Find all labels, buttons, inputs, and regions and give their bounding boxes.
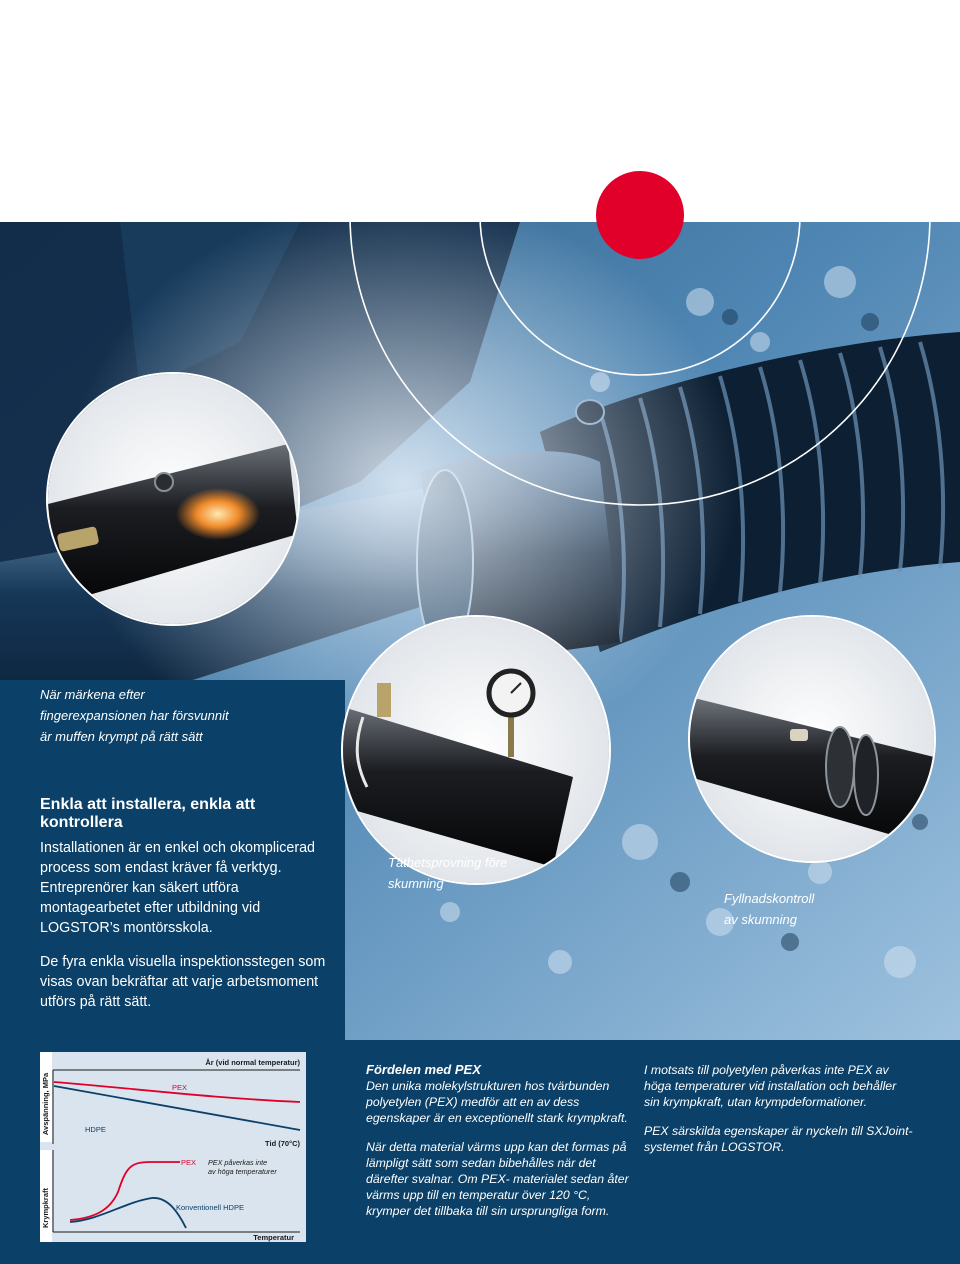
pex-column-right (644, 1062, 914, 1168)
top-xlabel: Tid (70°C) (265, 1139, 300, 1148)
pex-paragraph-3: I motsats till polyetylen påverkas inte PEX av höga temperaturer vid installation och behåller sin krympkraft, utan krympdeformationer. (644, 1063, 897, 1109)
caption-pressure-test: Täthetsprovning före skumning (388, 855, 508, 891)
pex-hdpe-diagram (40, 1052, 306, 1242)
intro-paragraph: Installationen är en enkel och okomplicerad process som endast kräver få verktyg. Entreprenörer kan säkert utföra montagearbetet efter utbildning vid LOGSTOR’s montörsskola. (40, 840, 315, 936)
inset-pressure-test-photo (341, 615, 611, 885)
top-pex-label: PEX (172, 1083, 188, 1092)
bottom-pex-label: PEX (181, 1158, 197, 1167)
inset-fill-control-photo (688, 615, 936, 863)
pex-heading: Fördelen med PEX (366, 1062, 481, 1077)
caption-finger-expansion: När märkena efter fingerexpansionen har försvunnit är muffen krympt på rätt sätt (40, 687, 229, 744)
pex-paragraph-4: PEX särskilda egenskaper är nyckeln till SXJoint-systemet från LOGSTOR. (644, 1124, 913, 1154)
pex-note: PEX påverkas inte av höga temperaturer (208, 1158, 277, 1176)
top-ylabel: Avspänning, MPa (41, 1072, 50, 1136)
pex-column-left (366, 1062, 632, 1232)
bottom-hdpe-label: Konventionell HDPE (176, 1203, 244, 1212)
section-heading: Enkla att installera, enkla att kontrollera (40, 796, 256, 831)
inset-heat-shrink-photo (46, 372, 300, 626)
caption-fill-control: Fyllnadskontroll av skumning (724, 891, 815, 927)
top-hdpe-label: HDPE (85, 1125, 106, 1134)
pex-paragraph-1: Den unika molekylstrukturen hos tvärbunden polyetylen (PEX) medför att en av dess egenskaper är en exceptionellt stark krympkraft. (366, 1079, 628, 1125)
bottom-xlabel: Temperatur (253, 1233, 294, 1242)
bottom-ylabel: Krympkraft (41, 1187, 50, 1229)
inspection-paragraph: De fyra enkla visuella inspektionsstegen som visas ovan bekräftar att varje arbetsmoment utförs på rätt sätt. (40, 954, 326, 1010)
top-title: År (vid normal temperatur) (205, 1058, 300, 1067)
pex-paragraph-2: När detta material värms upp kan det formas på lämpligt sätt som sedan bibehålles när det därefter svalnar. Om PEX- materialet sedan åter värms upp till en temperatur över 120 °C, krymper det tillbaka till sin ursprungliga form. (366, 1140, 629, 1218)
